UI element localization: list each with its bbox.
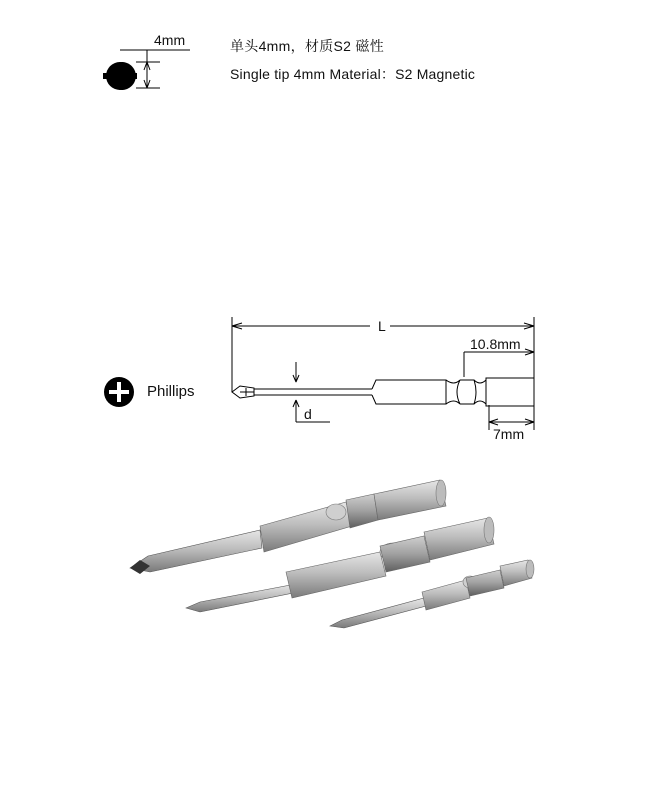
tip-section-icon bbox=[103, 62, 137, 90]
groove-length-label: 7mm bbox=[493, 426, 525, 442]
spec-chinese-text: 单头4mm，材质S2 磁性 bbox=[230, 38, 385, 54]
diameter-label: d bbox=[304, 406, 312, 422]
hex-length-label: 10.8mm bbox=[470, 336, 521, 352]
phillips-cross-icon bbox=[104, 377, 134, 407]
spec-english-text: Single tip 4mm Material：S2 Magnetic bbox=[230, 66, 476, 82]
tip-size-label: 4mm bbox=[154, 32, 186, 48]
phillips-label: Phillips bbox=[147, 383, 195, 400]
length-label: L bbox=[374, 318, 390, 334]
